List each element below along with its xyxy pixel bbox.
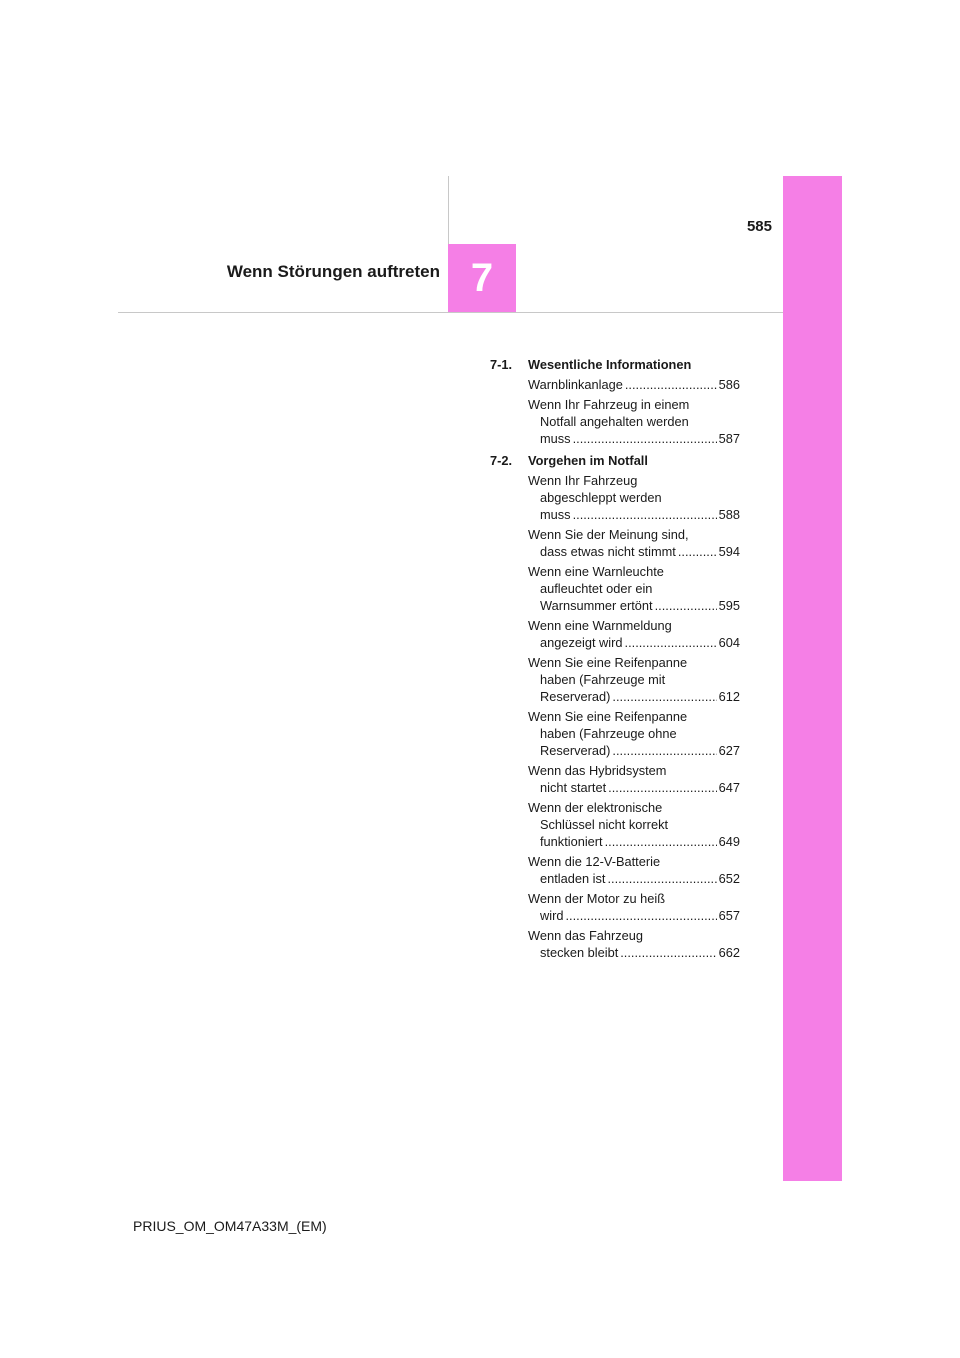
toc-section-heading [490, 452, 740, 469]
toc-entry-text: Wenn Ihr Fahrzeug in einem [528, 397, 690, 412]
chapter-number-box [448, 244, 516, 312]
toc-entry[interactable] [528, 890, 740, 924]
toc-entry[interactable] [528, 617, 740, 651]
toc-section [490, 356, 740, 447]
dot-leader [573, 506, 717, 523]
toc-entry-text: nicht startet [540, 780, 607, 795]
dot-leader [573, 430, 717, 447]
dot-leader [605, 833, 717, 850]
toc-page-number: 594 [718, 544, 740, 559]
toc-entry[interactable] [528, 472, 740, 523]
toc-entry-text: Wenn das Hybridsystem [528, 763, 667, 778]
toc-section-title: Vorgehen im Notfall [528, 453, 648, 468]
footer-doc-code: PRIUS_OM_OM47A33M_(EM) [133, 1218, 327, 1234]
dot-leader [678, 543, 717, 560]
toc-page-number: 662 [718, 945, 740, 960]
toc-page-number: 604 [718, 635, 740, 650]
toc-page-number: 587 [718, 431, 740, 446]
toc-entry-text: Warnblinkanlage [528, 377, 623, 392]
toc-entry[interactable] [528, 654, 740, 705]
dot-leader [625, 634, 717, 651]
toc-entry-text: Wenn Sie eine Reifenpanne [528, 655, 688, 670]
toc-entry-text: angezeigt wird [540, 635, 623, 650]
toc-entry-text: Wenn Sie der Meinung sind, [528, 527, 689, 542]
dot-leader [608, 779, 716, 796]
toc-section-heading [490, 356, 740, 373]
toc-page-number: 627 [718, 743, 740, 758]
page-number: 585 [746, 218, 772, 235]
toc-page-number: 588 [718, 507, 740, 522]
toc-entry-text: dass etwas nicht stimmt [540, 544, 676, 559]
toc-section-number: 7-1. [490, 357, 513, 372]
toc-entry-text: haben (Fahrzeuge mit [540, 672, 666, 687]
toc-entry-text: abgeschleppt werden [540, 490, 662, 505]
toc-entry[interactable] [528, 708, 740, 759]
toc-entry-text: Wenn Sie eine Reifenpanne [528, 709, 688, 724]
toc-entry-text: entladen ist [540, 871, 606, 886]
toc-entry-text: funktioniert [540, 834, 603, 849]
toc-page-number: 652 [718, 871, 740, 886]
toc-page-number: 649 [718, 834, 740, 849]
toc-section [490, 452, 740, 961]
toc-entry-text: Wenn eine Warnleuchte [528, 564, 664, 579]
dot-leader [565, 907, 716, 924]
toc-page-number: 647 [718, 780, 740, 795]
toc-page-number: 586 [718, 377, 740, 392]
dot-leader [625, 376, 717, 393]
dot-leader [612, 742, 716, 759]
table-of-contents [490, 356, 740, 966]
toc-entry-text: Wenn der elektronische [528, 800, 663, 815]
toc-entry-text: aufleuchtet oder ein [540, 581, 653, 596]
toc-entry-text: Reserverad) [540, 689, 611, 704]
chapter-side-tab [783, 176, 842, 1181]
toc-entry-text: muss [540, 507, 571, 522]
toc-section-number: 7-2. [490, 453, 513, 468]
toc-entry[interactable] [528, 853, 740, 887]
toc-entry-text: Wenn die 12-V-Batterie [528, 854, 661, 869]
toc-entry[interactable] [528, 927, 740, 961]
header-vertical-rule [448, 176, 449, 244]
chapter-number: 7 [470, 255, 494, 300]
toc-entry[interactable] [528, 526, 740, 560]
toc-entry-text: muss [540, 431, 571, 446]
toc-entry-text: Warnsummer ertönt [540, 598, 653, 613]
toc-entry-text: haben (Fahrzeuge ohne [540, 726, 677, 741]
toc-entry-text: stecken bleibt [540, 945, 619, 960]
header-horizontal-rule [118, 312, 783, 313]
toc-entry[interactable] [528, 376, 740, 393]
toc-entry-text: Wenn Ihr Fahrzeug [528, 473, 638, 488]
toc-entry-text: Wenn der Motor zu heiß [528, 891, 666, 906]
toc-entry-text: wird [540, 908, 564, 923]
toc-entry[interactable] [528, 396, 740, 447]
toc-page-number: 612 [718, 689, 740, 704]
toc-entry-text: Notfall angehalten werden [540, 414, 689, 429]
toc-page-number: 595 [718, 598, 740, 613]
toc-entry[interactable] [528, 563, 740, 614]
dot-leader [612, 688, 716, 705]
dot-leader [655, 597, 717, 614]
toc-entry-text: Schlüssel nicht korrekt [540, 817, 669, 832]
chapter-title: Wenn Störungen auftreten [226, 262, 440, 281]
dot-leader [620, 944, 716, 961]
toc-page-number: 657 [718, 908, 740, 923]
toc-entry-text: Wenn das Fahrzeug [528, 928, 644, 943]
toc-section-title: Wesentliche Informationen [528, 357, 692, 372]
toc-entry[interactable] [528, 799, 740, 850]
toc-entry-text: Wenn eine Warnmeldung [528, 618, 672, 633]
toc-entry-text: Reserverad) [540, 743, 611, 758]
dot-leader [607, 870, 716, 887]
toc-entry[interactable] [528, 762, 740, 796]
